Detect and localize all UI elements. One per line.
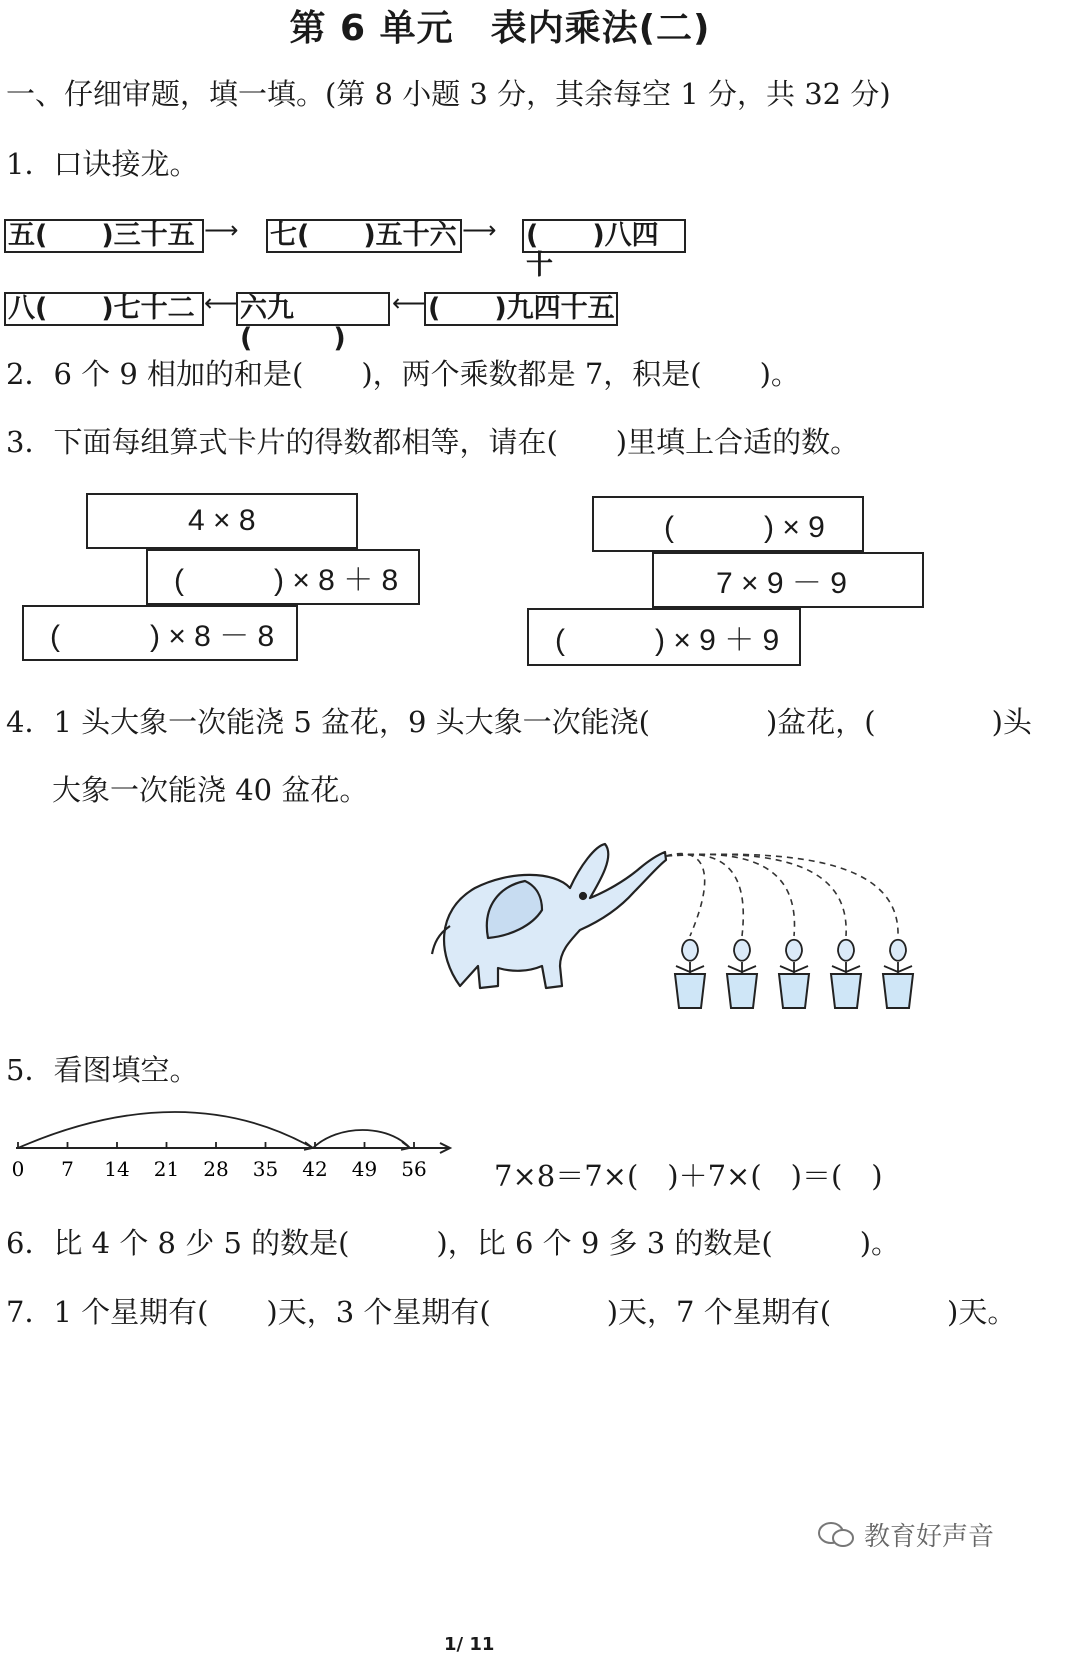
arrow-left-icon: ⟵ bbox=[204, 289, 239, 317]
number-line-tick-label: 7 bbox=[61, 1157, 74, 1181]
chant-box: ( )九四十五 bbox=[424, 292, 618, 326]
section-header: 一、仔细审题，填一填。(第 8 小题 3 分，其余每空 1 分，共 32 分) bbox=[6, 77, 891, 111]
expression-card: ( ) × 8 － 8 bbox=[22, 605, 298, 661]
elephant-watering-flowers-illustration bbox=[420, 826, 940, 1026]
number-line-tick-label: 49 bbox=[351, 1157, 378, 1181]
watermark bbox=[816, 1516, 994, 1553]
chant-box: 六九( ) bbox=[236, 292, 390, 326]
chant-box: 五( )三十五 bbox=[4, 219, 204, 253]
number-line-tick-label: 21 bbox=[153, 1157, 180, 1181]
expression-card: ( ) × 9 ＋ 9 bbox=[527, 608, 801, 666]
number-line bbox=[8, 1108, 468, 1188]
arrow-left-icon: ⟵ bbox=[392, 289, 427, 317]
question-4-line-1: 4．1 头大象一次能浇 5 盆花，9 头大象一次能浇( )盆花，( )头 bbox=[6, 705, 1032, 739]
flower-pot-icon bbox=[675, 974, 913, 1008]
arrow-right-icon: ⟶ bbox=[204, 216, 239, 244]
question-5-equation: 7×8＝7×( )＋7×( )＝( ) bbox=[494, 1159, 883, 1193]
number-line-tick-label: 14 bbox=[104, 1157, 130, 1181]
question-5-label: 5．看图填空。 bbox=[6, 1053, 199, 1087]
arrow-right-icon: ⟶ bbox=[462, 216, 497, 244]
number-line-tick-label: 42 bbox=[302, 1157, 328, 1181]
question-7: 7．1 个星期有( )天，3 个星期有( )天，7 个星期有( )天。 bbox=[6, 1295, 1017, 1329]
expression-card: ( ) × 8 ＋ 8 bbox=[146, 549, 420, 605]
question-4-line-2: 大象一次能浇 40 盆花。 bbox=[52, 773, 369, 807]
number-line-tick-label: 28 bbox=[203, 1157, 229, 1181]
expression-card: ( ) × 9 bbox=[592, 496, 864, 552]
question-1-label: 1．口诀接龙。 bbox=[6, 147, 199, 181]
page-title: 第 6 单元 表内乘法(二) bbox=[289, 8, 711, 49]
page-number: 1/ 11 bbox=[444, 1634, 495, 1655]
chant-box: 八( )七十二 bbox=[4, 292, 204, 326]
number-line-tick-label: 35 bbox=[252, 1157, 279, 1181]
chant-box: 七( )五十六 bbox=[266, 219, 462, 253]
question-2: 2．6 个 9 相加的和是( )，两个乘数都是 7，积是( )。 bbox=[6, 357, 800, 391]
expression-card: 7 × 9 － 9 bbox=[652, 552, 924, 608]
chant-box: ( )八四十 bbox=[522, 219, 686, 253]
question-6: 6．比 4 个 8 少 5 的数是( )，比 6 个 9 多 3 的数是( )。 bbox=[6, 1226, 901, 1260]
wechat-icon bbox=[816, 1520, 856, 1550]
number-line-tick-label: 56 bbox=[401, 1157, 427, 1181]
watermark-text: 教育好声音 bbox=[864, 1522, 995, 1552]
elephant-icon bbox=[432, 844, 666, 988]
expression-card: 4 × 8 bbox=[86, 493, 358, 549]
number-line-tick-label: 0 bbox=[11, 1157, 25, 1181]
question-3-label: 3．下面每组算式卡片的得数都相等，请在( )里填上合适的数。 bbox=[6, 425, 860, 459]
